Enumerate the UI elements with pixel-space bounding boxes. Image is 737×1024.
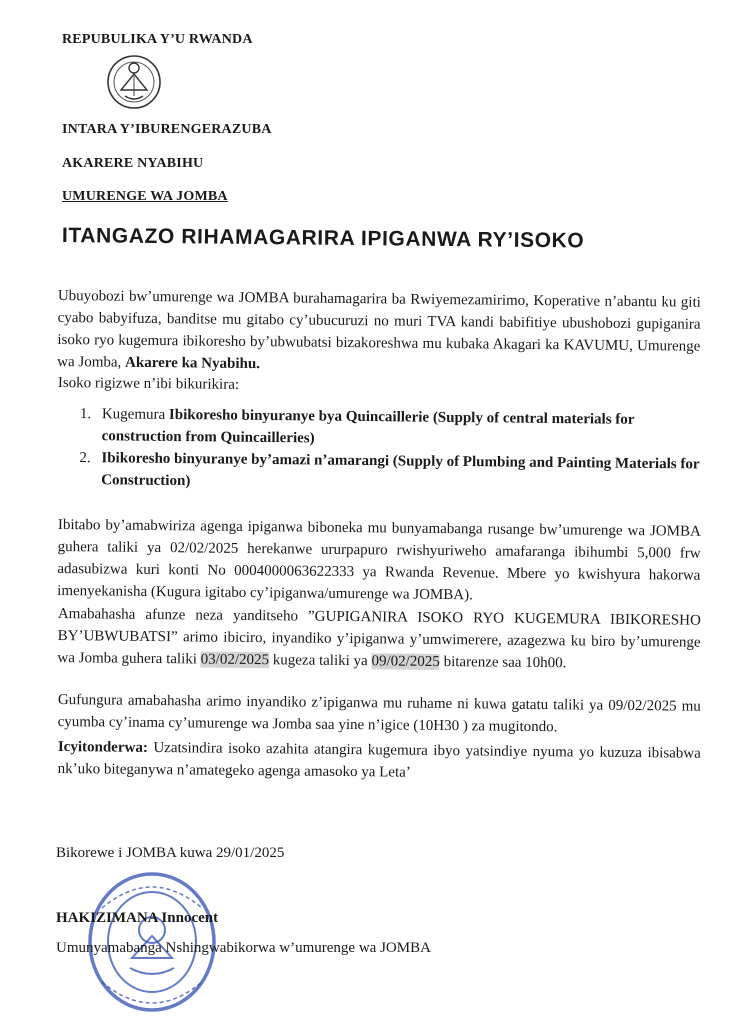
opening-paragraph: Gufungura amabahasha arimo inyandiko z’ipiganwa mu ruhame ni kuwa gatatu taliki ya 09/02/2025 mu cyumba cy’inama cy’umurenge wa Jomba saa yine n’igice (10H30 ) za mugitondo.	[57, 691, 701, 736]
header-republic: REPUBULIKA Y’U RWANDA	[62, 32, 253, 47]
list-item-text: Ibikoresho binyuranye by’amazi n’amarangi (Supply of Plumbing and Painting Materials for Construction)	[101, 450, 700, 490]
items-list	[79, 403, 702, 498]
list-intro: Isoko rigizwe n’ibi bikurikira:	[57, 374, 240, 393]
note-text: Uzatsindira isoko azahita atangira kugemura ibyo yatsindiye nyuma yo kuzuza ibisabwa nk’uko biteganywa n’amategeko agenga amasoko ya Leta’	[57, 739, 701, 781]
place-date: Bikorewe i JOMBA kuwa 29/01/2025	[56, 845, 285, 861]
header-province: INTARA Y’IBURENGERAZUBA	[62, 122, 272, 137]
intro-bold-end: Akarere ka Nyabihu.	[125, 354, 261, 373]
list-item-lead: Kugemura	[101, 406, 170, 423]
submission-date-start: 03/02/2025	[200, 651, 270, 669]
intro-paragraph	[57, 285, 701, 380]
submission-text-3: bitarenze saa 10h00.	[439, 654, 567, 672]
submission-text-1: Amabahasha afunze neza yanditseho ”GUPIGANIRA ISOKO RYO KUGEMURA IBIKORESHO BY’UBWUBATSI” arimo ibiciro, inyandiko y’ipiganwa y’umwimerere, azagezwa ku biro by’umurenge wa Jomba guhera taliki	[57, 605, 701, 668]
signatory-name: HAKIZIMANA Innocent	[56, 910, 219, 926]
coat-of-arms-icon	[103, 52, 165, 112]
intro-text: Ubuyobozi bw’umurenge wa JOMBA burahamagarira ba Rwiyemezamirimo, Koperative n’abantu ku giti cyabo babyifuza, banditse mu gitabo cy’ubucuruzi no muri TVA kandi babifitiye ubushobozi gupiganira isoko ryo kugemura ibikoresho by’ubwubatsi bizakoreshwa mu kubaka Akagari ka KAVUMU, Umurenge wa Jomba,	[57, 287, 701, 371]
submission-paragraph	[57, 603, 701, 676]
document-title: ITANGAZO RIHAMAGARIRA IPIGANWA RY’ISOKO	[61, 224, 585, 253]
list-item-number: 1.	[79, 405, 92, 423]
submission-date-end: 09/02/2025	[371, 653, 440, 671]
signatory-role: Umunyamabanga Nshingwabikorwa w’umurenge wa JOMBA	[56, 940, 431, 956]
note-paragraph	[58, 736, 701, 787]
header-district: AKARERE NYABIHU	[62, 156, 204, 171]
list-item-text: Ibikoresho binyuranye bya Quincaillerie (Supply of central materials for construction from Quincailleries)	[101, 406, 635, 447]
documents-paragraph: Ibitabo by’amabwiriza agenga ipiganwa biboneka mu bunyamabanga rusange bw’umurenge wa JOMBA guhera taliki ya 02/02/2025 herekanwe ururpapuro rwishyuriweho amafaranga ibihumbi 5,000 frw adasubizwa kuri konti No 0004000063622333 ya Rwanda Revenue. Mbere yo kwishyura hakorwa imenyekanisha (Kugura igitabo cy’ipiganwa/umurenge wa JOMBA).	[57, 516, 701, 604]
header-sector: UMURENGE WA JOMBA	[62, 189, 228, 204]
list-item	[79, 447, 701, 498]
list-item	[80, 403, 702, 454]
submission-text-2: kugeza taliki ya	[268, 652, 372, 670]
list-item-number: 2.	[79, 449, 91, 467]
note-label: Icyitonderwa:	[57, 738, 148, 756]
